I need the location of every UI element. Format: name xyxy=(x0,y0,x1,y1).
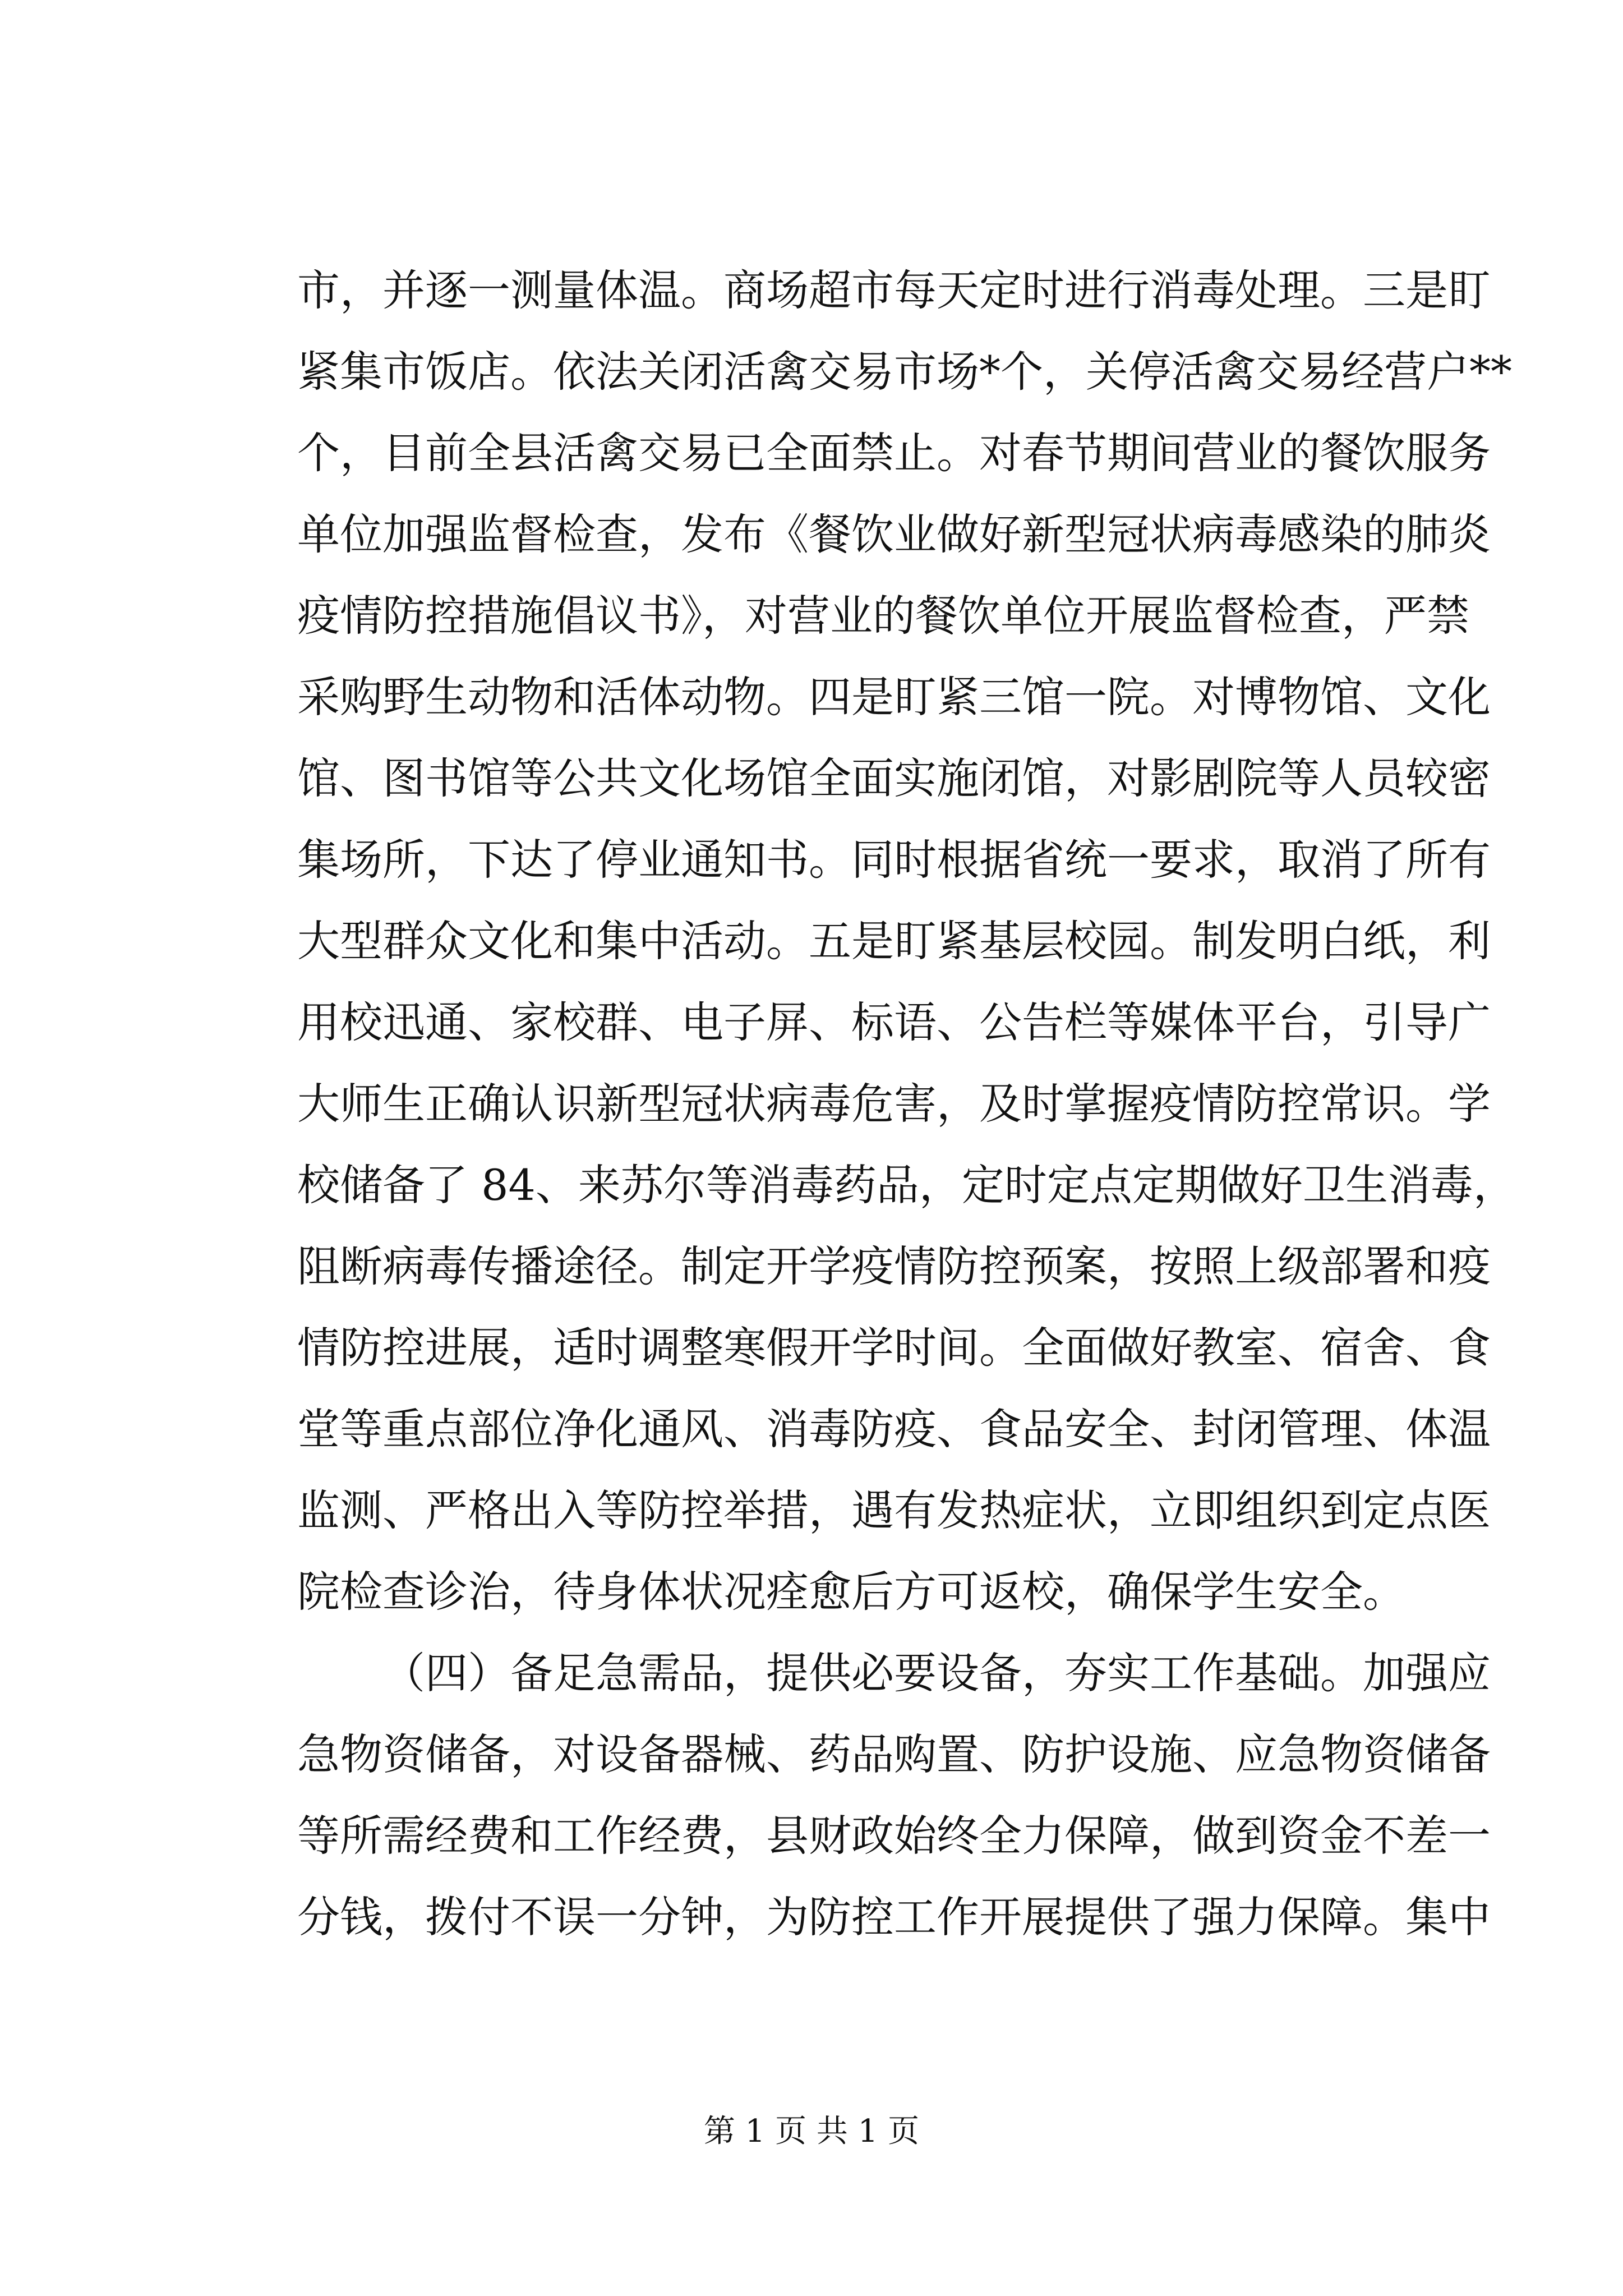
text-line: 紧集市饭店。依法关闭活禽交易市场*个，关停活禽交易经营户** xyxy=(297,347,1512,397)
text-line: 单位加强监督检查，发布《餐饮业做好新型冠状病毒感染的肺炎 xyxy=(297,509,1491,559)
text-line: 个，目前全县活禽交易已全面禁止。对春节期间营业的餐饮服务 xyxy=(297,428,1491,478)
text-line: 堂等重点部位净化通风、消毒防疫、食品安全、封闭管理、体温 xyxy=(297,1404,1491,1454)
document-body xyxy=(297,250,1516,1958)
text-line: 分钱，拨付不误一分钟，为防控工作开展提供了强力保障。集中 xyxy=(297,1892,1491,1942)
text-line: 大师生正确认识新型冠状病毒危害，及时掌握疫情防控常识。学 xyxy=(297,1079,1491,1129)
text-line: 疫情防控措施倡议书》，对营业的餐饮单位开展监督检查，严禁 xyxy=(297,591,1469,641)
text-line: 校储备了 84、来苏尔等消毒药品，定时定点定期做好卫生消毒， xyxy=(297,1160,1516,1210)
text-line: 采购野生动物和活体动物。四是盯紧三馆一院。对博物馆、文化 xyxy=(297,672,1491,722)
text-line: 监测、严格出入等防控举措，遇有发热症状，立即组织到定点医 xyxy=(297,1485,1491,1535)
text-line: 情防控进展，适时调整寒假开学时间。全面做好教室、宿舍、食 xyxy=(297,1323,1491,1373)
text-line: 集场所，下达了停业通知书。同时根据省统一要求，取消了所有 xyxy=(297,835,1491,885)
section-heading-line: （四）备足急需品，提供必要设备，夯实工作基础。加强应 xyxy=(382,1648,1491,1698)
text-line: 馆、图书馆等公共文化场馆全面实施闭馆，对影剧院等人员较密 xyxy=(297,753,1491,803)
page-number-footer: 第 1 页 共 1 页 xyxy=(703,2113,920,2150)
text-line: 市，并逐一测量体温。商场超市每天定时进行消毒处理。三是盯 xyxy=(297,265,1491,315)
text-line: 大型群众文化和集中活动。五是盯紧基层校园。制发明白纸，利 xyxy=(297,916,1491,966)
text-line: 等所需经费和工作经费，县财政始终全力保障，做到资金不差一 xyxy=(297,1811,1491,1861)
text-line: 阻断病毒传播途径。制定开学疫情防控预案，按照上级部署和疫 xyxy=(297,1241,1491,1291)
text-line: 用校迅通、家校群、电子屏、标语、公告栏等媒体平台，引导广 xyxy=(297,997,1491,1047)
paragraph-end-line: 院检查诊治，待身体状况痊愈后方可返校，确保学生安全。 xyxy=(297,1567,1405,1617)
text-line: 急物资储备，对设备器械、药品购置、防护设施、应急物资储备 xyxy=(297,1729,1491,1779)
